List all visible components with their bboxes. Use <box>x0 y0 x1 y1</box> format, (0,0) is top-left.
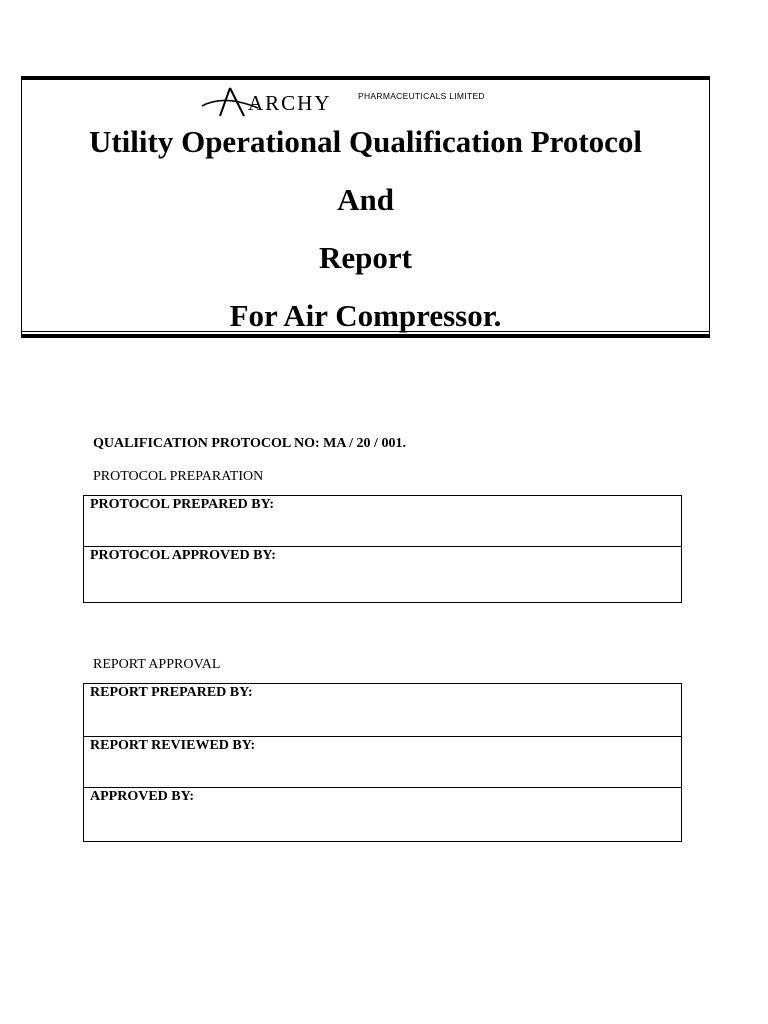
protocol-number: QUALIFICATION PROTOCOL NO: MA / 20 / 001. <box>93 436 406 451</box>
logo-subtitle: PHARMACEUTICALS LIMITED <box>358 91 485 101</box>
approved-by-label: APPROVED BY: <box>90 789 195 804</box>
report-signature-table <box>83 683 682 842</box>
report-approval-heading: REPORT APPROVAL <box>93 657 221 672</box>
protocol-approved-label: PROTOCOL APPROVED BY: <box>90 548 276 563</box>
protocol-preparation-heading: PROTOCOL PREPARATION <box>93 469 264 484</box>
document-title-line-1: Utility Operational Qualification Protocol <box>88 124 643 159</box>
company-logo <box>200 84 500 120</box>
report-prepared-row <box>84 684 681 736</box>
report-reviewed-label: REPORT REVIEWED BY: <box>90 738 256 753</box>
report-prepared-label: REPORT PREPARED BY: <box>90 685 253 700</box>
document-title-line-2: And <box>337 182 394 217</box>
protocol-approved-row <box>84 546 681 602</box>
report-reviewed-row <box>84 736 681 787</box>
document-title-line-4: For Air Compressor. <box>229 298 502 333</box>
logo-wordmark: ARCHY <box>248 91 332 115</box>
approved-by-row <box>84 787 681 841</box>
protocol-signature-table <box>83 495 682 603</box>
document-title-line-3: Report <box>319 240 412 275</box>
document-header <box>21 76 710 338</box>
protocol-prepared-label: PROTOCOL PREPARED BY: <box>90 497 275 512</box>
protocol-prepared-row <box>84 496 681 546</box>
